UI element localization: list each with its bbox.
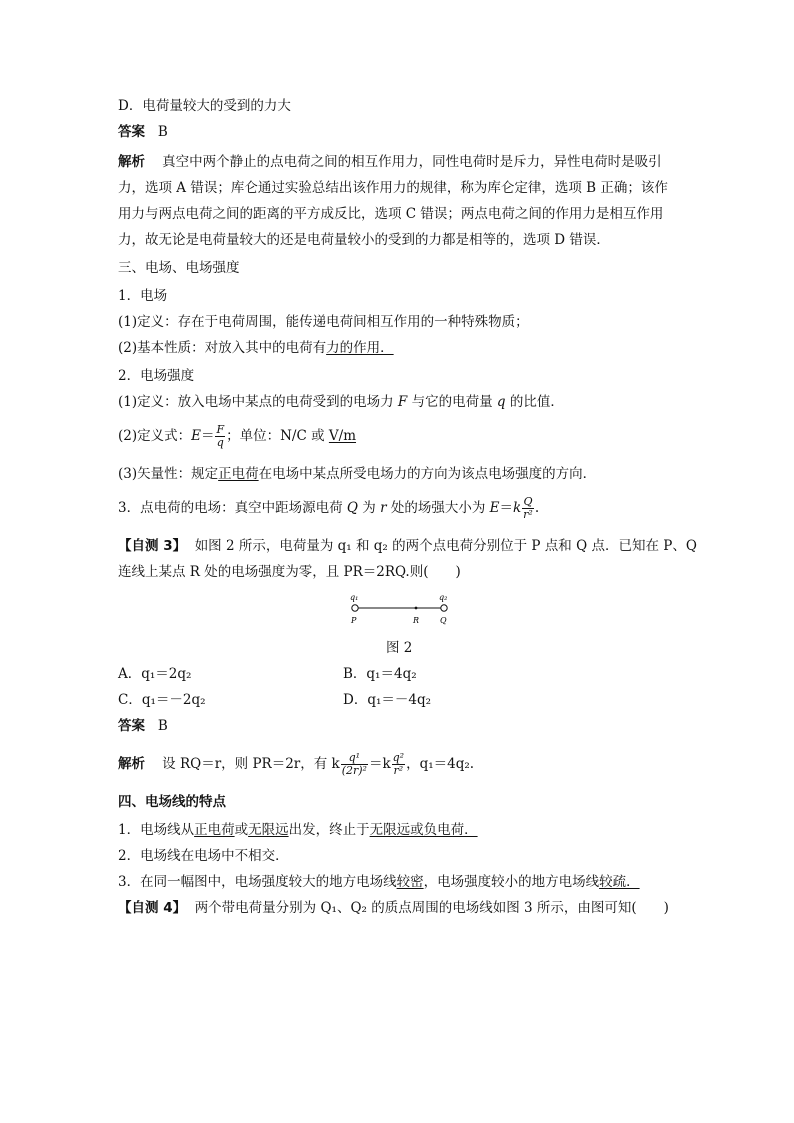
s3-2-formula <box>118 424 356 449</box>
charge-p-circle <box>352 605 358 611</box>
option-d-choice: D．q₁＝－4q₂ <box>343 692 432 708</box>
text: 为 <box>357 500 381 516</box>
option-d: D．电荷量较大的受到的力大 <box>118 98 291 114</box>
s4-item-3 <box>118 872 640 892</box>
label-p: P <box>351 616 357 625</box>
symbol-r: r <box>380 500 387 516</box>
text: (1)定义：放入电场中某点的电荷受到的电场力 <box>118 394 398 410</box>
underlined-answer: 无限远或负电荷． <box>369 822 478 838</box>
test-tag: 【自测 4】 <box>118 900 187 916</box>
denominator: r² <box>523 508 533 521</box>
answer-value: B <box>157 718 168 734</box>
text: 如图 2 所示，电荷量为 q₁ 和 q₂ 的两个点电荷分别位于 P 点和 Q 点．已知在 P、Q <box>194 538 697 554</box>
option-c: C．q₁＝－2q₂ <box>118 692 206 708</box>
equals: ＝ <box>200 428 215 444</box>
s3-item-1: 1．电场 <box>118 288 168 304</box>
text: ，q₁＝4q₂. <box>406 756 475 772</box>
analysis-2 <box>118 752 474 777</box>
test-3-line-2: 连线上某点 R 处的电场强度为零，且 PR＝2RQ.则( ) <box>118 564 461 580</box>
text: (2)定义式： <box>118 428 192 444</box>
fraction <box>522 496 534 521</box>
option-a: A．q₁＝2q₂ <box>118 666 192 682</box>
denominator: q <box>216 436 224 449</box>
label-q2: q₂ <box>439 593 448 602</box>
answer-1 <box>118 122 168 142</box>
analysis-label: 解析 <box>118 154 145 170</box>
symbol-E: E <box>191 428 201 444</box>
text: 出发，终止于 <box>288 822 370 838</box>
fraction-2 <box>392 752 405 777</box>
test-4-line-1 <box>118 898 669 918</box>
underlined-answer: 正电荷 <box>194 822 235 838</box>
option-b: B．q₁＝4q₂ <box>343 666 417 682</box>
text: 的比值． <box>505 394 564 410</box>
s3-definition: (1)定义：存在于电荷周围，能传递电荷间相互作用的一种特殊物质； <box>118 314 529 330</box>
answer-2 <box>118 716 168 736</box>
s3-item-3 <box>118 496 539 521</box>
test-3-line-1 <box>118 536 697 556</box>
label-q: Q <box>440 616 447 625</box>
analysis-1-line-3: 用力与两点电荷之间的距离的平方成反比，选项 C 错误；两点电荷之间的作用力是相互作用 <box>118 206 664 222</box>
analysis-1-line-1 <box>118 152 662 172</box>
section-3-title: 三、电场、电场强度 <box>118 260 240 276</box>
text: ；单位：N/C 或 <box>226 428 329 444</box>
denominator: (2r)² <box>341 764 367 777</box>
numerator: q¹ <box>341 752 368 765</box>
text: (2)基本性质：对放入其中的电荷有 <box>118 340 327 356</box>
fraction <box>215 424 225 449</box>
answer-value: B <box>157 124 168 140</box>
label-r: R <box>413 616 420 625</box>
symbol-q: q <box>496 394 506 410</box>
figure-2-caption: 图 2 <box>386 640 413 656</box>
test-tag: 【自测 3】 <box>118 538 187 554</box>
text: 3．在同一幅图中，电场强度较大的地方电场线 <box>118 874 397 890</box>
s3-2-vector <box>118 464 596 484</box>
section-4-title: 四、电场线的特点 <box>118 794 226 810</box>
symbol-Q: Q <box>346 500 358 516</box>
text: 或 <box>234 822 249 838</box>
analysis-1-line-2: 力，选项 A 错误；库仑通过实验总结出该作用力的规律，称为库仑定律，选项 B 正确；该作 <box>118 180 668 196</box>
charge-q-circle <box>441 605 447 611</box>
symbol-F: F <box>397 394 408 410</box>
answer-label: 答案 <box>118 718 145 734</box>
denominator: r² <box>393 764 404 777</box>
underlined-answer: 无限远 <box>248 822 289 838</box>
text: 1．电场线从 <box>118 822 195 838</box>
underlined-answer: 正电荷 <box>218 466 259 482</box>
text: 在电场中某点所受电场力的方向为该点电场强度的方向． <box>258 466 597 482</box>
symbol-k: k <box>512 500 522 516</box>
s3-2-definition <box>118 392 564 412</box>
numerator: F <box>216 423 225 436</box>
underlined-answer: 较密 <box>396 874 424 890</box>
figure-2-diagram <box>340 590 460 630</box>
text: 3．点电荷的电场：真空中距场源电荷 <box>118 500 347 516</box>
s3-item-2: 2．电场强度 <box>118 368 195 384</box>
text: 两个带电荷量分别为 Q₁、Q₂ 的质点周围的电场线如图 3 所示，由图可知( ) <box>194 900 669 916</box>
unit: V/m <box>328 428 357 444</box>
underlined-answer: 力的作用． <box>326 340 394 356</box>
equals: ＝ <box>499 500 513 516</box>
analysis-text: 真空中两个静止的点电荷之间的相互作用力，同性电荷时是斥力，异性电荷时是吸引 <box>162 154 662 170</box>
s3-property <box>118 338 394 358</box>
symbol-E: E <box>489 500 500 516</box>
s4-item-1 <box>118 820 478 840</box>
text: 设 RQ＝r，则 PR＝2r，有 k <box>162 756 340 772</box>
text: (3)矢量性：规定 <box>118 466 219 482</box>
underlined-answer: 较疏． <box>599 874 640 890</box>
fraction-1 <box>341 752 368 777</box>
answer-label: 答案 <box>118 124 145 140</box>
s4-item-2: 2．电场线在电场中不相交． <box>118 848 289 864</box>
analysis-label: 解析 <box>118 756 145 772</box>
text: 处的场强大小为 <box>386 500 490 516</box>
analysis-1-line-4: 力，故无论是电荷量较大的还是电荷量较小的受到的力都是相等的，选项 D 错误． <box>118 232 610 248</box>
numerator: q² <box>392 751 405 764</box>
period: . <box>534 500 540 516</box>
point-r-dot <box>415 607 418 610</box>
numerator: Q <box>523 495 533 508</box>
text: ，电场强度较小的地方电场线 <box>423 874 600 890</box>
text: ＝k <box>368 756 391 772</box>
text: 与它的电荷量 <box>407 394 497 410</box>
label-q1: q₁ <box>350 593 359 602</box>
